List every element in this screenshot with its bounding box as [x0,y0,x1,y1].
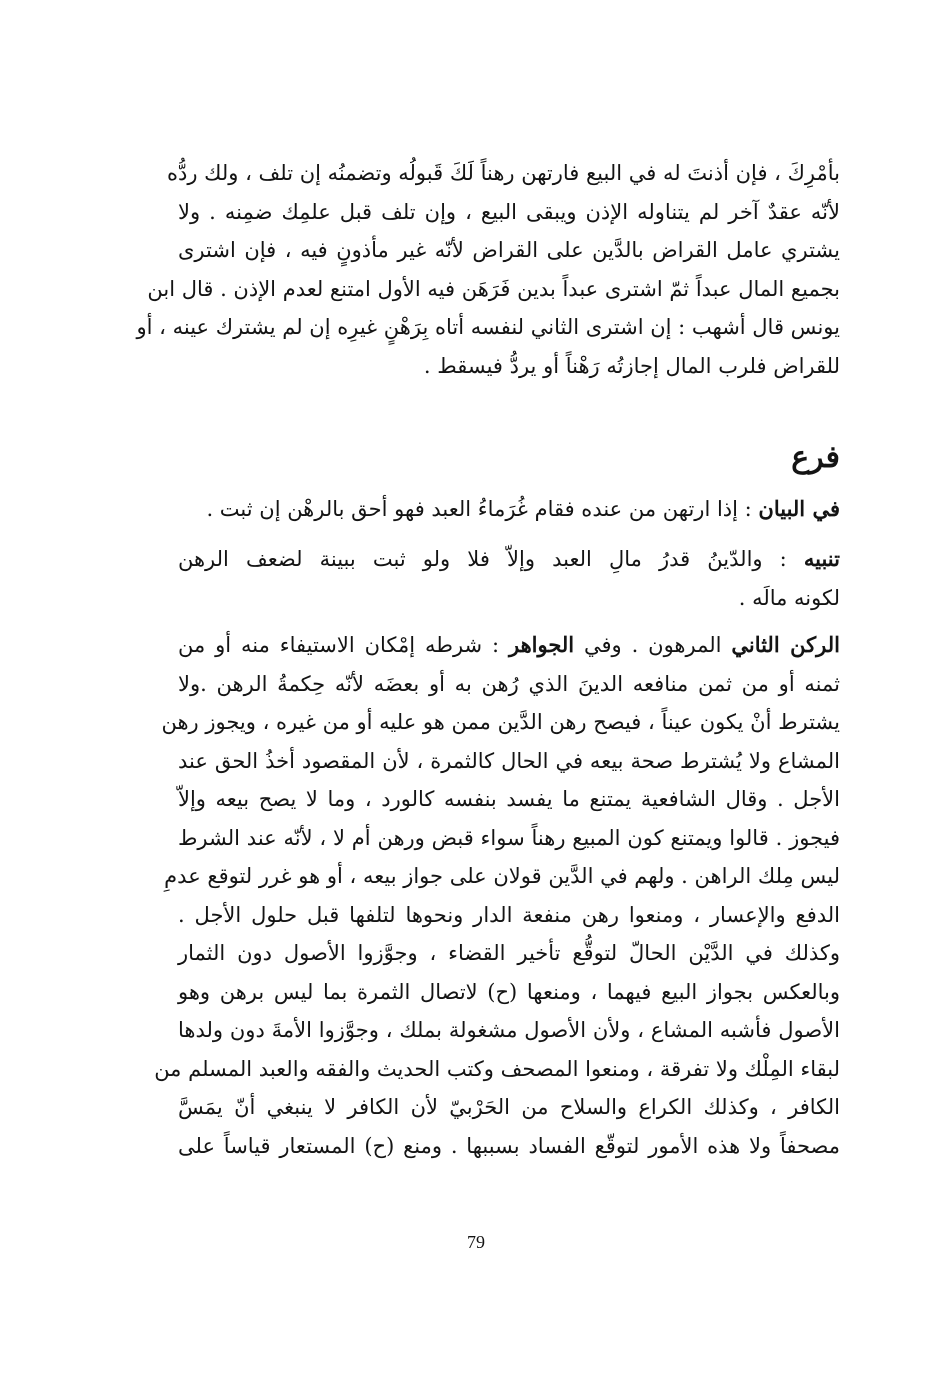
paragraph-rukn [154,626,840,1165]
bold-lead: الركن الثاني [731,632,840,657]
text-line [178,490,840,529]
text-line: وبالعكس بجواز البيع فيهما ، ومنعها (ح) لاتصال الثمرة بما ليس برهن وهو [178,979,840,1004]
text-line: الأصول فأشبه المشاع ، ولأن الأصول مشغولة بملك ، وجوَّزوا الأمةَ دون ولدها [178,1018,840,1042]
text-line: يونس قال أشهب : إن اشترى الثاني لنفسه أتاه بِرَهْنٍ غيرِه إن لم يشترك عينه ، أو [136,315,840,339]
bold-lead: تنبيه [803,546,840,571]
text-line: للقراض فلرب المال إجازتُه رَهْناً أو يردُّ فيسقط . [423,353,840,378]
text-line: يشترط أنْ يكون عيناً ، فيصح رهن الدَّين ممن هو عليه أو من غيره ، ويجوز رهن [161,710,840,734]
paragraph-tanbih [178,540,840,617]
text-line: فيجوز . قالوا ويمتنع كون المبيع رهناً سواء قبض ورهن أم لا ، لأنّه عند الشرط [178,825,840,850]
text-line [178,540,840,579]
text-line [178,626,840,665]
text-line: الدفع والإعسار ، ومنعوا رهن منفعة الدار ونحوها لتلفها قبل حلول الأجل . [178,902,840,927]
text-line: لكونه مالَه . [738,585,840,610]
text-line: لبقاء المِلْك ولا تفرقة ، ومنعوا المصحف وكتب الحديث والفقه والعبد المسلم من [154,1056,840,1081]
text-line: بأمْرِكَ ، فإن أذنتَ له في البيع فارتهن رهناً لَكَ قَبولُه وتضمنُه إن تلف ، ولك ردُّه [166,161,840,185]
line-text: : إذا ارتهن من عنده فقام غُرَماءُ العبد فهو أحق بالرهْن إن ثبت . [206,497,759,521]
bold-lead: الجواهر [508,632,575,657]
bold-lead: في البيان [758,496,840,521]
line-text: : شرطه إمْكان الاستيفاء منه أو من [178,633,509,657]
section-heading: فرع [791,440,840,475]
text-line: ثمنه أو من ثمن منافعه الدينَ الذي رُهن به أو بعضَه لأنّه حِكمةُ الرهن .ولا [178,671,840,696]
text-line: لأنّه عقدٌ آخر لم يتناوله الإذن ويبقى البيع ، وإن تلف قبل علمِك ضمِنه . ولا [178,199,840,224]
text-line: مصحفاً ولا هذه الأمور لتوقّع الفساد بسببها . ومنع (ح) المستعار قياساً على [178,1133,840,1158]
page-number: 79 [467,1232,485,1252]
text-line: وكذلك في الدَّيْن الحالّ لتوقُّع تأخير القضاء ، وجوَّزوا الأصول دون الثمار [178,941,840,965]
text-line: الكافر ، وكذلك الكراع والسلاح من الحَرْبيّ لأن الكافر لا ينبغي أنّ يمَسَّ [178,1095,840,1119]
text-line: بجميع المال عبداً ثمّ اشترى عبداً بدين فَرَهَن فيه الأول امتنع لعدم الإذن . قال ابن [147,276,840,301]
text-line: المشاع ولا يُشترط صحة بيعه في الحال كالثمرة ، لأن المقصود أخذُ الحق عند [178,748,840,773]
paragraph-bayan [178,490,840,529]
text-line: ليس مِلك الراهن . ولهم في الدَّين قولان على جواز بيعه ، أو هو غرر لتوقع عدمِ [164,864,840,888]
text-line: الأجل . وقال الشافعية يمتنع ما يفسد بنفسه كالورد ، وما لا يصح بيعه وإلاّ [178,787,840,811]
line-text: المرهون . وفي [574,633,732,657]
text-line: يشتري عامل القراض بالدَّين على القراض لأنّه غير مأذونٍ فيه ، فإن اشترى [178,238,840,262]
paragraph-intro [136,154,840,385]
line-text: : والدّينُ قدرُ مالِ العبد وإلاّ فلا ولو ثبت ببينة لضعف الرهن [178,547,804,571]
